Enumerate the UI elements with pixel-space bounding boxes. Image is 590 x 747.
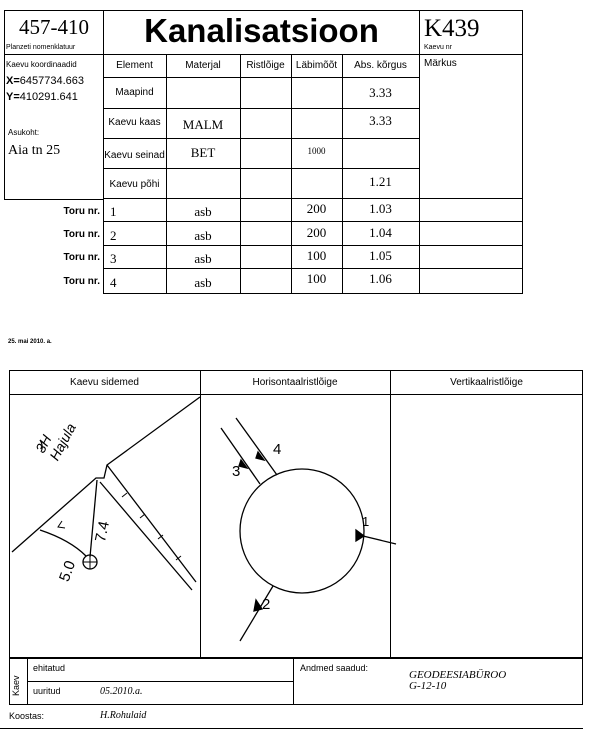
pipe-2-label: 2 — [262, 596, 271, 613]
pipe-number: 1 — [110, 204, 117, 219]
pipe-height: 1.03 — [369, 201, 392, 216]
tie-distance-2: 7.4 — [92, 519, 113, 544]
coord-x-label: X= — [6, 75, 20, 87]
built-label: ehitatud — [33, 663, 66, 673]
material: MALM — [182, 117, 224, 132]
pipe-material: asb — [194, 228, 212, 243]
tie-distance-1: 5.0 — [56, 558, 80, 584]
col-header-element: Element — [116, 60, 153, 71]
well-number-label: Kaevu nr — [424, 44, 453, 51]
data-from-label: Andmed saadud: — [300, 663, 369, 673]
element-name: Kaevu põhi — [109, 179, 160, 190]
col-header-labimoot: Läbimõõt — [295, 60, 338, 71]
material: BET — [190, 145, 216, 160]
building-label: 3H Hajula — [32, 420, 79, 464]
pipe-3-line — [221, 428, 260, 484]
compiled-label: Koostas: — [9, 711, 45, 721]
pipe-height: 1.05 — [369, 248, 392, 263]
pipe-3-label: 3 — [232, 463, 241, 480]
pipe-material: asb — [194, 275, 212, 290]
panel-title-ties: Kaevu sidemed — [70, 377, 139, 388]
element-name: Kaevu seinad — [104, 150, 165, 161]
pipe-material: asb — [194, 251, 212, 266]
col-header-materjal: Materjal — [185, 60, 221, 71]
location-label: Asukoht: — [8, 128, 40, 137]
page-title: Kanalisatsioon — [144, 12, 379, 49]
data-from-value: GEODEESIABÜROO — [409, 669, 507, 681]
element-name: Kaevu kaas — [108, 117, 161, 128]
kaev-label: Kaev — [11, 675, 21, 696]
pipe-label: Toru nr. — [63, 229, 100, 240]
coord-x-value: 6457734.663 — [19, 75, 84, 87]
pipe-1-line — [363, 536, 396, 544]
abs-height: 1.21 — [369, 174, 392, 189]
pipe-number: 3 — [110, 251, 117, 266]
surveyed-value: 05.2010.a. — [100, 686, 143, 697]
compiled-rule — [0, 728, 583, 729]
col-header-korgus: Abs. kõrgus — [354, 60, 407, 71]
nomenclature-number: 457-410 — [19, 15, 89, 39]
pipe-diameter: 200 — [306, 201, 327, 216]
nomenclature-label: Planzeti nomenklatuur — [6, 44, 76, 51]
col-header-markus: Märkus — [424, 58, 457, 69]
coords-label: Kaevu koordinaadid — [6, 60, 77, 69]
location-value: Aia tn 25 — [8, 143, 61, 158]
coord-y-label: Y= — [6, 91, 20, 103]
diameter: 1000 — [307, 146, 326, 156]
data-from-code: G-12-10 — [409, 680, 447, 692]
abs-height: 3.33 — [369, 85, 392, 100]
panel-title-vertical: Vertikaalristlõige — [450, 377, 523, 388]
pipe-diameter: 100 — [306, 271, 327, 286]
pipe-label: Toru nr. — [63, 206, 100, 217]
abs-height: 3.33 — [369, 113, 392, 128]
pipe-2-line — [240, 586, 273, 641]
pipe-number: 2 — [110, 228, 117, 243]
pipe-label: Toru nr. — [63, 252, 100, 263]
date-stamp: 25. mai 2010. a. — [8, 339, 52, 345]
footer-rule — [293, 658, 294, 705]
col-header-ristloige: Ristlõige — [246, 60, 285, 71]
pipe-height: 1.06 — [369, 271, 392, 286]
pipe-diameter: 100 — [306, 248, 327, 263]
element-name: Maapind — [115, 87, 154, 98]
well-number: K439 — [424, 15, 480, 42]
coord-y-value: 410291.641 — [19, 91, 78, 103]
compiled-value: H.Rohulaid — [100, 710, 147, 721]
pipe-label: Toru nr. — [63, 276, 100, 287]
pipe-1-label: 1 — [362, 514, 370, 529]
pipe-4-label: 4 — [273, 441, 282, 458]
panel-title-horizontal: Horisontaalristlõige — [252, 377, 338, 388]
pipe-height: 1.04 — [369, 225, 392, 240]
footer-rule — [27, 681, 293, 682]
pipe-diameter: 200 — [306, 225, 327, 240]
pipe-material: asb — [194, 204, 212, 219]
pipe-number: 4 — [110, 275, 117, 290]
well-plan-circle — [240, 469, 364, 593]
surveyed-label: uuritud — [33, 686, 61, 696]
